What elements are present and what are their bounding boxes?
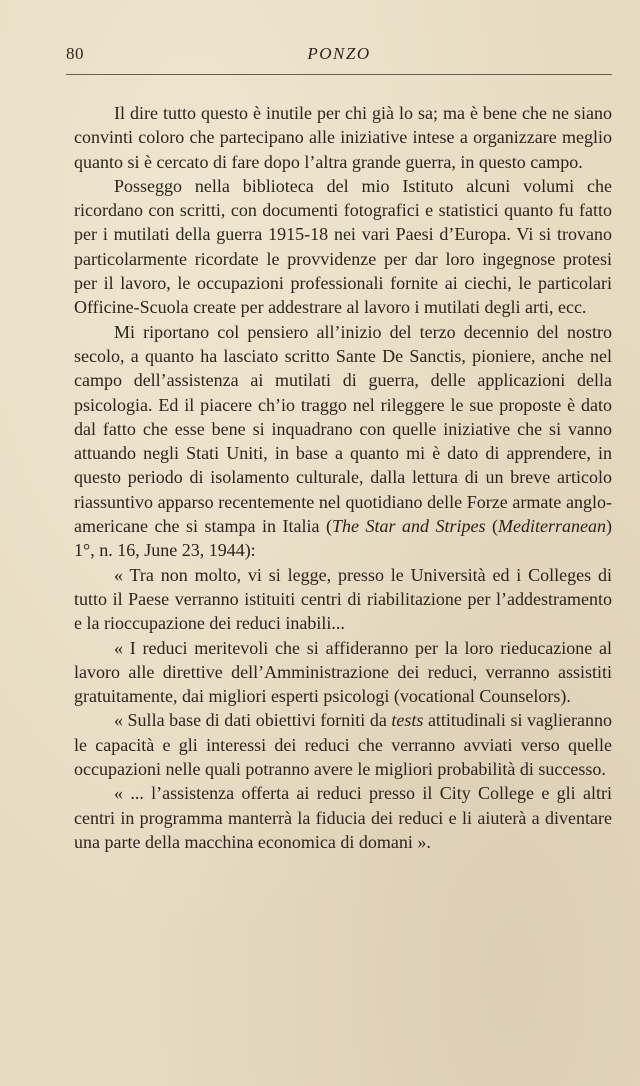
quote-paragraph (74, 708, 612, 781)
page-number: 80 (66, 44, 84, 63)
body-text (74, 101, 612, 854)
running-title: PONZO (307, 44, 371, 63)
paragraph-de-sanctis (74, 320, 612, 563)
page-header (66, 44, 612, 75)
newspaper-title: The Star and Stripes (331, 516, 486, 537)
paragraph-text: ) 1°, n. 16, June 23, 1944): (74, 516, 612, 561)
quote-paragraph: « Tra non molto, vi si legge, presso le Università ed i Colleges di tutto il Paese verranno istituiti centri di riabilitazione per l’addestramento e la rioccupazione dei reduci inabili... (74, 564, 612, 634)
paragraph-library: Posseggo nella biblioteca del mio Istituto alcuni volumi che ricordano con scritti, con documenti fotografici e statistici quanto fu fatto per i mutilati della guerra 1915-18 nei vari Paesi d’Europa. Vi si trovano particolarmente ricordate le provvidenze per dar loro ingegnose protesi per il lavoro, le occupazioni professionali fornite ai ciechi, le particolari Officine-Scuola create per addestrare al lavoro i mutilati degli arti, ecc. (74, 175, 612, 318)
italic-term: tests (391, 710, 424, 731)
paragraph-text: attitudinali si vaglieranno le capacità e gli interessi dei reduci che verranno avviati verso quelle occupazioni nelle quali potranno avere le migliori probabilità di successo. (74, 710, 612, 780)
quote-paragraph: « ... l’assistenza offerta ai reduci presso il City College e gli altri centri in programma manterrà la fiducia dei reduci e li aiuterà a diventare una parte della macchina economica di domani ». (74, 783, 612, 852)
quote-paragraph: « I reduci meritevoli che si affideranno per la loro rieducazione al lavoro alle direttive dell’Amministrazione dei reduci, verranno assistiti gratuitamente, dai migliori esperti psicologi (vocational Counselors). (74, 637, 612, 707)
paragraph-text: « Sulla base di dati obiettivi forniti da (114, 710, 392, 731)
paragraph-text: Mi riportano col pensiero all’inizio del terzo decennio del nostro secolo, a quanto ha lasciato scritto Sante De Sanctis, pioniere, anche nel campo dell’assistenza ai mutilati di guerra, delle applicazioni della psicologia. Ed il piacere ch’io traggo nel rileggere le sue proposte è dato dal fatto che esse bene si inquadrano con quelle iniziative che si vanno attuando negli Stati Uniti, in base a quanto mi è dato di apprendere, in questo periodo di isolamento culturale, dalla lettura di un breve articolo riassuntivo apparso recentemente nel quotidiano delle Forze armate anglo-americane che si stampa in Italia ( (74, 321, 612, 537)
newspaper-edition: Mediterranean (498, 516, 606, 537)
paragraph-intro: Il dire tutto questo è inutile per chi già lo sa; ma è bene che ne siano convinti coloro che partecipano alle iniziative intese a organizzare meglio quanto si è cercato di fare dopo l’altra grande guerra, in questo campo. (74, 103, 612, 172)
paragraph-text: ( (485, 516, 499, 537)
